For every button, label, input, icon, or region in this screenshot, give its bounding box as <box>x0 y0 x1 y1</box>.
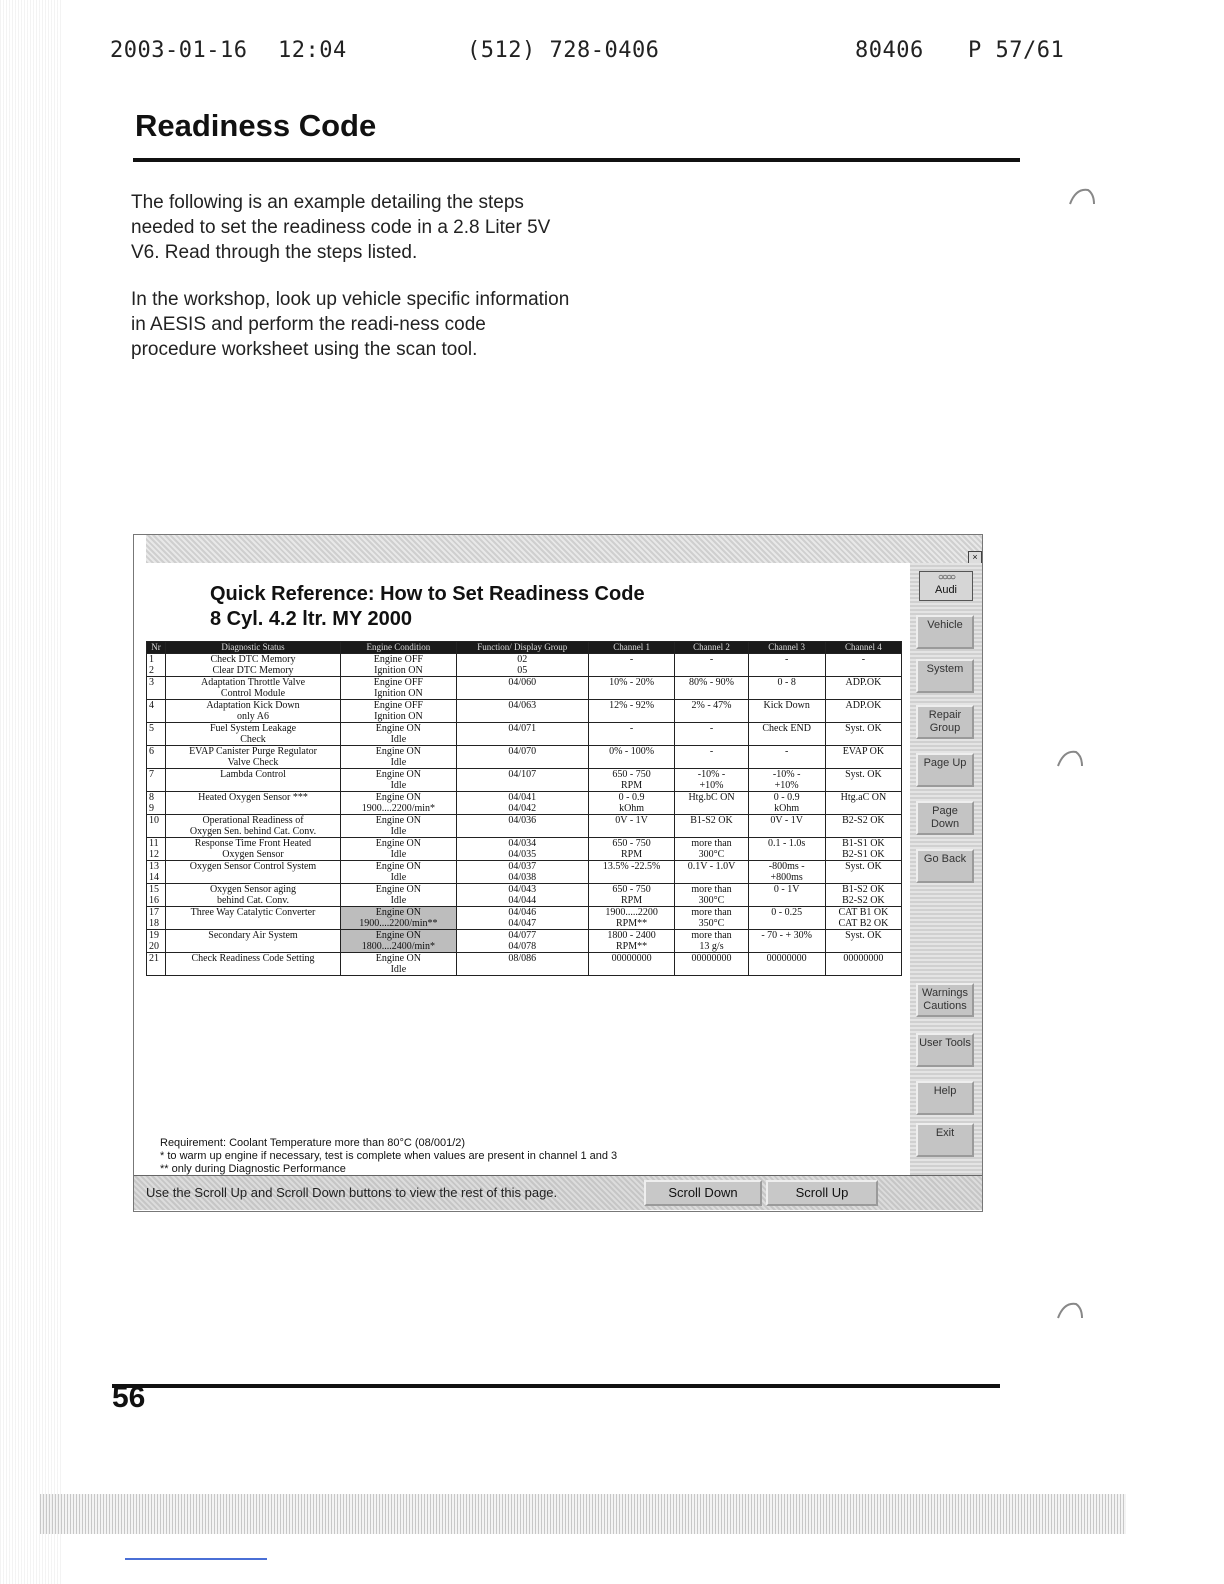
row-group: 04/043 04/044 <box>456 884 588 907</box>
punch-hole-mark <box>1056 1300 1084 1320</box>
row-status: Three Way Catalytic Converter <box>166 907 341 930</box>
row-channel-2: -10% - +10% <box>675 769 748 792</box>
row-group: 04/107 <box>456 769 588 792</box>
row-channel-4: B2-S2 OK <box>825 815 901 838</box>
row-nr: 4 <box>147 700 166 723</box>
logo-label: Audi <box>934 584 958 596</box>
page-number: 56 <box>112 1381 146 1414</box>
row-status: Lambda Control <box>166 769 341 792</box>
row-group: 02 05 <box>456 654 588 677</box>
row-channel-4: Syst. OK <box>825 930 901 953</box>
row-channel-2: - <box>675 746 748 769</box>
table-row <box>147 930 902 953</box>
row-nr: 8 9 <box>147 792 166 815</box>
row-condition: Engine ON 1900....2200/min** <box>341 907 457 930</box>
row-channel-3: - <box>748 746 825 769</box>
row-condition: Engine ON Idle <box>341 861 457 884</box>
row-channel-1: 650 - 750 RPM <box>588 838 675 861</box>
row-channel-4: EVAP OK <box>825 746 901 769</box>
close-icon[interactable]: × <box>968 551 982 565</box>
system-button[interactable]: System <box>916 659 974 693</box>
scan-tool-window <box>133 534 983 1212</box>
row-channel-2: more than 350°C <box>675 907 748 930</box>
quick-reference-subtitle: 8 Cyl. 4.2 ltr. MY 2000 <box>210 608 412 630</box>
table-row <box>147 677 902 700</box>
row-nr: 10 <box>147 815 166 838</box>
row-channel-4: Syst. OK <box>825 861 901 884</box>
col-nr: Nr <box>147 642 166 654</box>
row-condition: Engine OFF Ignition ON <box>341 700 457 723</box>
col-status: Diagnostic Status <box>166 642 341 654</box>
col-condition: Engine Condition <box>341 642 457 654</box>
row-status: Fuel System Leakage Check <box>166 723 341 746</box>
quick-reference-title: Quick Reference: How to Set Readiness Code <box>210 583 645 605</box>
scroll-down-button[interactable]: Scroll Down <box>644 1180 762 1206</box>
col-channel-1: Channel 1 <box>588 642 675 654</box>
row-channel-4: Htg.aC ON <box>825 792 901 815</box>
col-channel-4: Channel 4 <box>825 642 901 654</box>
row-group: 04/077 04/078 <box>456 930 588 953</box>
row-channel-2: - <box>675 654 748 677</box>
row-channel-3: 0 - 1V <box>748 884 825 907</box>
punch-hole-mark <box>1056 748 1084 768</box>
row-channel-4: B1-S1 OK B2-S1 OK <box>825 838 901 861</box>
row-group: 04/036 <box>456 815 588 838</box>
row-channel-4: 00000000 <box>825 953 901 976</box>
row-status: Oxygen Sensor aging behind Cat. Conv. <box>166 884 341 907</box>
table-row <box>147 815 902 838</box>
table-row <box>147 769 902 792</box>
intro-paragraph: The following is an example detailing the steps needed to set the readiness code in a 2.8 Liter 5V V6. Read through the steps listed. <box>131 192 551 263</box>
page-down-button[interactable]: Page Down <box>916 801 974 835</box>
row-status: Check DTC Memory Clear DTC Memory <box>166 654 341 677</box>
row-channel-2: Htg.bC ON <box>675 792 748 815</box>
row-group: 04/046 04/047 <box>456 907 588 930</box>
row-channel-3: Kick Down <box>748 700 825 723</box>
footer-rule <box>112 1384 1000 1388</box>
help-button[interactable]: Help <box>916 1081 974 1115</box>
row-channel-1: - <box>588 723 675 746</box>
row-channel-4: - <box>825 654 901 677</box>
col-group: Function/ Display Group <box>456 642 588 654</box>
row-status: Heated Oxygen Sensor *** <box>166 792 341 815</box>
title-rule <box>133 158 1020 162</box>
row-status: Secondary Air System <box>166 930 341 953</box>
row-channel-2: 80% - 90% <box>675 677 748 700</box>
row-channel-1: 1900.....2200 RPM** <box>588 907 675 930</box>
row-channel-4: CAT B1 OK CAT B2 OK <box>825 907 901 930</box>
row-channel-2: more than 300°C <box>675 884 748 907</box>
row-nr: 21 <box>147 953 166 976</box>
footnote-requirement: Requirement: Coolant Temperature more than 80°C (08/001/2) <box>160 1137 466 1149</box>
row-condition: Engine ON Idle <box>341 838 457 861</box>
page-title: Readiness Code <box>135 108 377 143</box>
footnotes <box>160 1137 617 1175</box>
row-channel-4: ADP.OK <box>825 700 901 723</box>
quick-reference-content <box>146 563 910 1175</box>
row-status: Operational Readiness of Oxygen Sen. behind Cat. Conv. <box>166 815 341 838</box>
audi-rings-icon: ○○○○ <box>937 572 955 583</box>
row-status: EVAP Canister Purge Regulator Valve Check <box>166 746 341 769</box>
row-channel-4: Syst. OK <box>825 723 901 746</box>
fax-phone: (512) 728-0406 <box>467 38 660 63</box>
row-group: 04/060 <box>456 677 588 700</box>
row-channel-3: Check END <box>748 723 825 746</box>
row-channel-2: 00000000 <box>675 953 748 976</box>
row-channel-4: ADP.OK <box>825 677 901 700</box>
row-channel-2: 0.1V - 1.0V <box>675 861 748 884</box>
go-back-button[interactable]: Go Back <box>916 849 974 883</box>
table-row <box>147 838 902 861</box>
row-condition: Engine OFF Ignition ON <box>341 677 457 700</box>
row-channel-2: - <box>675 723 748 746</box>
row-channel-1: 0 - 0.9 kOhm <box>588 792 675 815</box>
row-group: 04/070 <box>456 746 588 769</box>
readiness-table <box>146 641 902 976</box>
row-channel-4: Syst. OK <box>825 769 901 792</box>
row-status: Adaptation Kick Down only A6 <box>166 700 341 723</box>
table-row <box>147 953 902 976</box>
row-channel-3: -800ms - +800ms <box>748 861 825 884</box>
row-channel-3: 0.1 - 1.0s <box>748 838 825 861</box>
workshop-paragraph: In the workshop, look up vehicle specific information in AESIS and perform the readi-ness code procedure worksheet using the scan tool. <box>131 289 570 360</box>
row-channel-1: 13.5% -22.5% <box>588 861 675 884</box>
row-channel-3: -10% - +10% <box>748 769 825 792</box>
row-condition: Engine ON Idle <box>341 953 457 976</box>
row-group: 08/086 <box>456 953 588 976</box>
row-group: 04/063 <box>456 700 588 723</box>
row-group: 04/041 04/042 <box>456 792 588 815</box>
table-row <box>147 861 902 884</box>
blue-mark <box>125 1558 267 1560</box>
scan-edge-noise <box>0 0 62 1584</box>
row-nr: 15 16 <box>147 884 166 907</box>
repair-group-button[interactable]: Repair Group <box>916 705 974 739</box>
footnote-warm-up: * to warm up engine if necessary, test is complete when values are present in channel 1 and 3 <box>160 1150 618 1162</box>
page-up-button[interactable]: Page Up <box>916 753 974 787</box>
row-channel-3: - <box>748 654 825 677</box>
navigation-panel <box>910 563 982 1175</box>
table-header-row <box>147 642 902 654</box>
scroll-up-button[interactable]: Scroll Up <box>766 1180 878 1206</box>
row-channel-3: 00000000 <box>748 953 825 976</box>
row-channel-1: 0V - 1V <box>588 815 675 838</box>
row-channel-1: 10% - 20% <box>588 677 675 700</box>
col-channel-3: Channel 3 <box>748 642 825 654</box>
status-text: Use the Scroll Up and Scroll Down buttons to view the rest of this page. <box>146 1185 558 1200</box>
row-condition: Engine OFF Ignition ON <box>341 654 457 677</box>
row-nr: 19 20 <box>147 930 166 953</box>
row-channel-1: 0% - 100% <box>588 746 675 769</box>
row-nr: 13 14 <box>147 861 166 884</box>
vehicle-button[interactable]: Vehicle <box>916 615 974 649</box>
table-row <box>147 723 902 746</box>
row-nr: 5 <box>147 723 166 746</box>
row-status: Oxygen Sensor Control System <box>166 861 341 884</box>
row-channel-4: B1-S2 OK B2-S2 OK <box>825 884 901 907</box>
fax-edge-noise <box>40 1494 1126 1534</box>
row-group: 04/071 <box>456 723 588 746</box>
row-condition: Engine ON 1800....2400/min* <box>341 930 457 953</box>
row-channel-2: B1-S2 OK <box>675 815 748 838</box>
row-channel-1: - <box>588 654 675 677</box>
row-channel-1: 00000000 <box>588 953 675 976</box>
row-channel-1: 650 - 750 RPM <box>588 884 675 907</box>
row-condition: Engine ON Idle <box>341 746 457 769</box>
footnote-diagnostic: ** only during Diagnostic Performance <box>160 1163 346 1175</box>
table-row <box>147 884 902 907</box>
row-channel-1: 1800 - 2400 RPM** <box>588 930 675 953</box>
row-channel-1: 650 - 750 RPM <box>588 769 675 792</box>
col-channel-2: Channel 2 <box>675 642 748 654</box>
row-status: Check Readiness Code Setting <box>166 953 341 976</box>
row-status: Adaptation Throttle Valve Control Module <box>166 677 341 700</box>
row-condition: Engine ON Idle <box>341 769 457 792</box>
row-channel-1: 12% - 92% <box>588 700 675 723</box>
row-condition: Engine ON Idle <box>341 723 457 746</box>
row-group: 04/037 04/038 <box>456 861 588 884</box>
row-condition: Engine ON Idle <box>341 884 457 907</box>
warnings-cautions-button[interactable]: Warnings Cautions <box>916 983 974 1017</box>
row-channel-3: 0 - 0.25 <box>748 907 825 930</box>
row-nr: 3 <box>147 677 166 700</box>
table-row <box>147 654 902 677</box>
window-titlebar <box>146 535 982 564</box>
table-row <box>147 792 902 815</box>
row-nr: 6 <box>147 746 166 769</box>
fax-station: 80406 <box>855 38 924 63</box>
table-row <box>147 907 902 930</box>
row-channel-3: 0 - 8 <box>748 677 825 700</box>
row-status: Response Time Front Heated Oxygen Sensor <box>166 838 341 861</box>
row-channel-2: more than 13 g/s <box>675 930 748 953</box>
row-nr: 7 <box>147 769 166 792</box>
row-channel-3: 0 - 0.9 kOhm <box>748 792 825 815</box>
audi-logo <box>919 571 973 601</box>
row-condition: Engine ON 1900....2200/min* <box>341 792 457 815</box>
fax-date: 2003-01-16 <box>110 38 248 63</box>
exit-button[interactable]: Exit <box>916 1123 974 1157</box>
row-nr: 1 2 <box>147 654 166 677</box>
table-row <box>147 700 902 723</box>
row-group: 04/034 04/035 <box>456 838 588 861</box>
fax-page: P 57/61 <box>968 38 1065 63</box>
row-channel-3: - 70 - + 30% <box>748 930 825 953</box>
user-tools-button[interactable]: User Tools <box>916 1033 974 1067</box>
row-condition: Engine ON Idle <box>341 815 457 838</box>
row-channel-2: more than 300°C <box>675 838 748 861</box>
fax-time: 12:04 <box>278 38 347 63</box>
row-nr: 17 18 <box>147 907 166 930</box>
table-row <box>147 746 902 769</box>
row-channel-3: 0V - 1V <box>748 815 825 838</box>
row-nr: 11 12 <box>147 838 166 861</box>
row-channel-2: 2% - 47% <box>675 700 748 723</box>
status-bar <box>134 1175 982 1210</box>
punch-hole-mark <box>1068 186 1096 206</box>
